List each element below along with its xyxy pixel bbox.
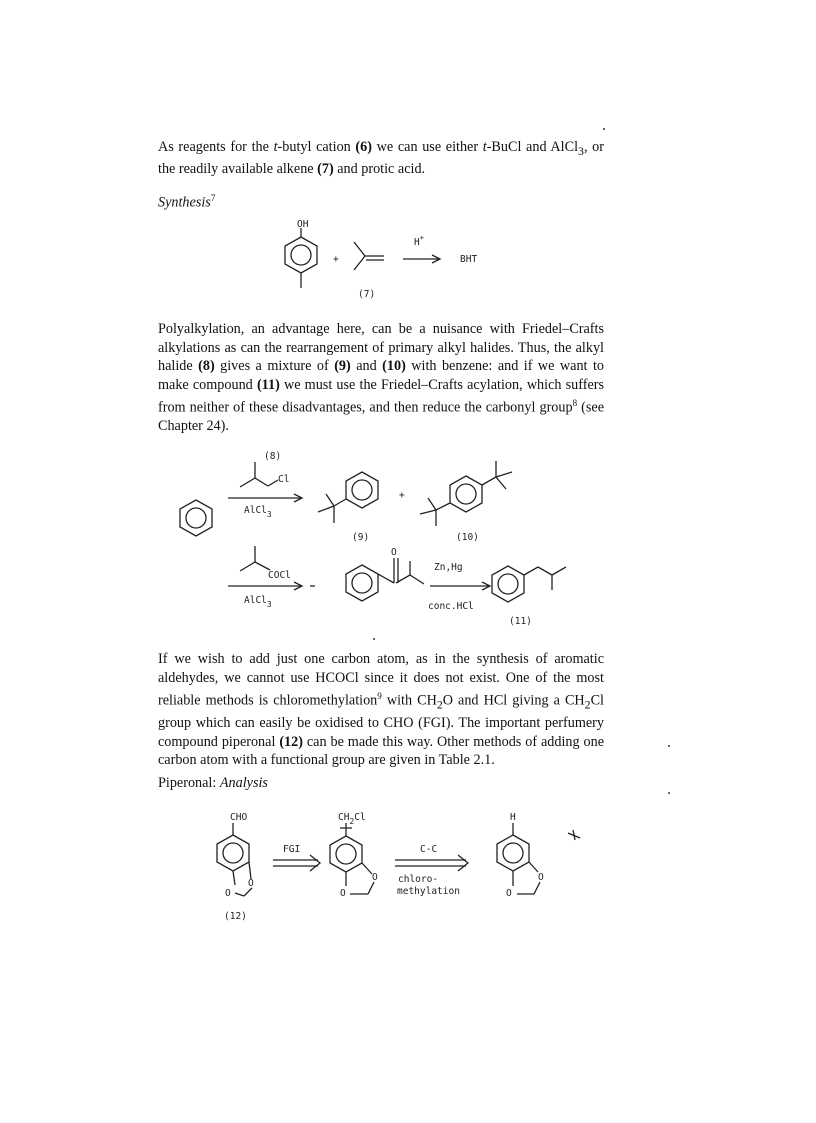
scan-speck	[603, 128, 605, 130]
chloro-label: Cl	[278, 474, 290, 485]
compound-label-8: (8)	[264, 451, 282, 462]
paragraph-reagents: As reagents for the t-butyl cation (6) we can use either t-BuCl and AlCl$_3$, or the readily available alkene (7) and protic acid.	[158, 139, 604, 178]
oxygen-label-6: O	[506, 888, 512, 899]
conc-hcl-label: conc.HCl	[428, 601, 474, 612]
p-cresol-structure	[285, 219, 317, 288]
scheme-bht-synthesis	[285, 219, 477, 300]
chloromethylation-label-2: methylation	[397, 886, 460, 897]
cc-disconnection-arrow	[395, 844, 468, 897]
reaction-arrow-alkylation	[228, 494, 302, 519]
cc-label: C-C	[420, 844, 438, 855]
fgi-label: FGI	[283, 844, 301, 855]
scan-speck	[373, 638, 375, 640]
di-t-butylbenzene-structure	[420, 461, 512, 543]
acid-catalyst-label: H+	[414, 234, 424, 248]
oxygen-label-4: O	[340, 888, 346, 899]
plus-sign: +	[333, 254, 339, 265]
isobutylbenzene-structure	[492, 566, 566, 627]
reaction-arrow-1	[403, 234, 440, 263]
paragraph-one-carbon: If we wish to add just one carbon atom, as in the synthesis of aromatic aldehydes, we cannot use HCOCl since it does not exist. One of the most reliable methods is chloromethylation$^9$ with $CH_2O$ and HCl giving a $CH_2Cl$ group which can easily be oxidised to CHO (FGI). The important perfumery compound piperonal (12) can be made this way. Other methods of adding one carbon atom with a functional group are given in Table 2.1.	[158, 651, 604, 769]
isobutyryl-chloride-structure	[240, 546, 291, 581]
methylenedioxybenzene-structure	[497, 812, 544, 899]
bht-product-label: BHT	[460, 254, 478, 265]
reaction-arrow-reduction	[428, 562, 490, 612]
ch2cl-label: $CH_2Cl$	[338, 812, 366, 826]
cho-label: CHO	[230, 812, 248, 823]
piperonal-heading: Piperonal: Analysis	[158, 775, 268, 791]
scan-speck	[668, 745, 670, 747]
scheme-piperonal-analysis	[217, 812, 580, 922]
acyl-chloride-label: COCl	[268, 570, 291, 581]
t-butylbenzene-structure	[318, 472, 378, 543]
paragraph-polyalkylation: Polyalkylation, an advantage here, can be a nuisance with Friedel–Crafts alkylations as can the rearrangement of primary alkyl halides. Thus, the alkyl halide (8) gives a mixture of (9) and (10) with benzene: and if we want to make compound (11) we must use the Friedel–Crafts acylation, which suffers from neither of these disadvantages, and then reduce the carbonyl group$^8$ (see Chapter 24).	[158, 321, 604, 435]
alcl3-label: AlCl$_3$	[244, 505, 272, 519]
oxygen-label-5: O	[538, 872, 544, 883]
scheme-friedel-crafts	[180, 451, 566, 627]
h-label: H	[510, 812, 516, 823]
isobutyrophenone-structure	[346, 547, 424, 601]
scan-speck	[668, 792, 670, 794]
compound-label-10: (10)	[456, 532, 479, 543]
oxygen-label-2: O	[225, 888, 231, 899]
plus-sign-2: +	[399, 490, 405, 501]
compound-label-11: (11)	[509, 616, 532, 627]
synthesis-heading: Synthesis$^7$	[158, 193, 216, 211]
oxygen-label-1: O	[248, 878, 254, 889]
benzene-structure	[180, 500, 212, 536]
compound-label-7: (7)	[358, 289, 376, 300]
carbonyl-oxygen-label: O	[391, 547, 397, 558]
chloromethylation-label-1: chloro-	[398, 874, 439, 885]
isobutene-structure	[354, 242, 384, 300]
oxygen-label-3: O	[372, 872, 378, 883]
alcl3-label-2: AlCl$_3$	[244, 595, 272, 609]
fgi-arrow	[273, 844, 320, 871]
oh-label: OH	[297, 219, 309, 230]
zn-hg-label: Zn,Hg	[434, 562, 463, 573]
chloromethyl-intermediate-structure	[330, 812, 378, 899]
isobutyl-chloride-structure	[240, 451, 289, 487]
piperonal-structure	[217, 812, 254, 922]
compound-label-9: (9)	[352, 532, 370, 543]
reaction-arrow-acylation	[228, 582, 302, 609]
compound-label-12: (12)	[224, 911, 247, 922]
stray-mark	[568, 830, 580, 840]
